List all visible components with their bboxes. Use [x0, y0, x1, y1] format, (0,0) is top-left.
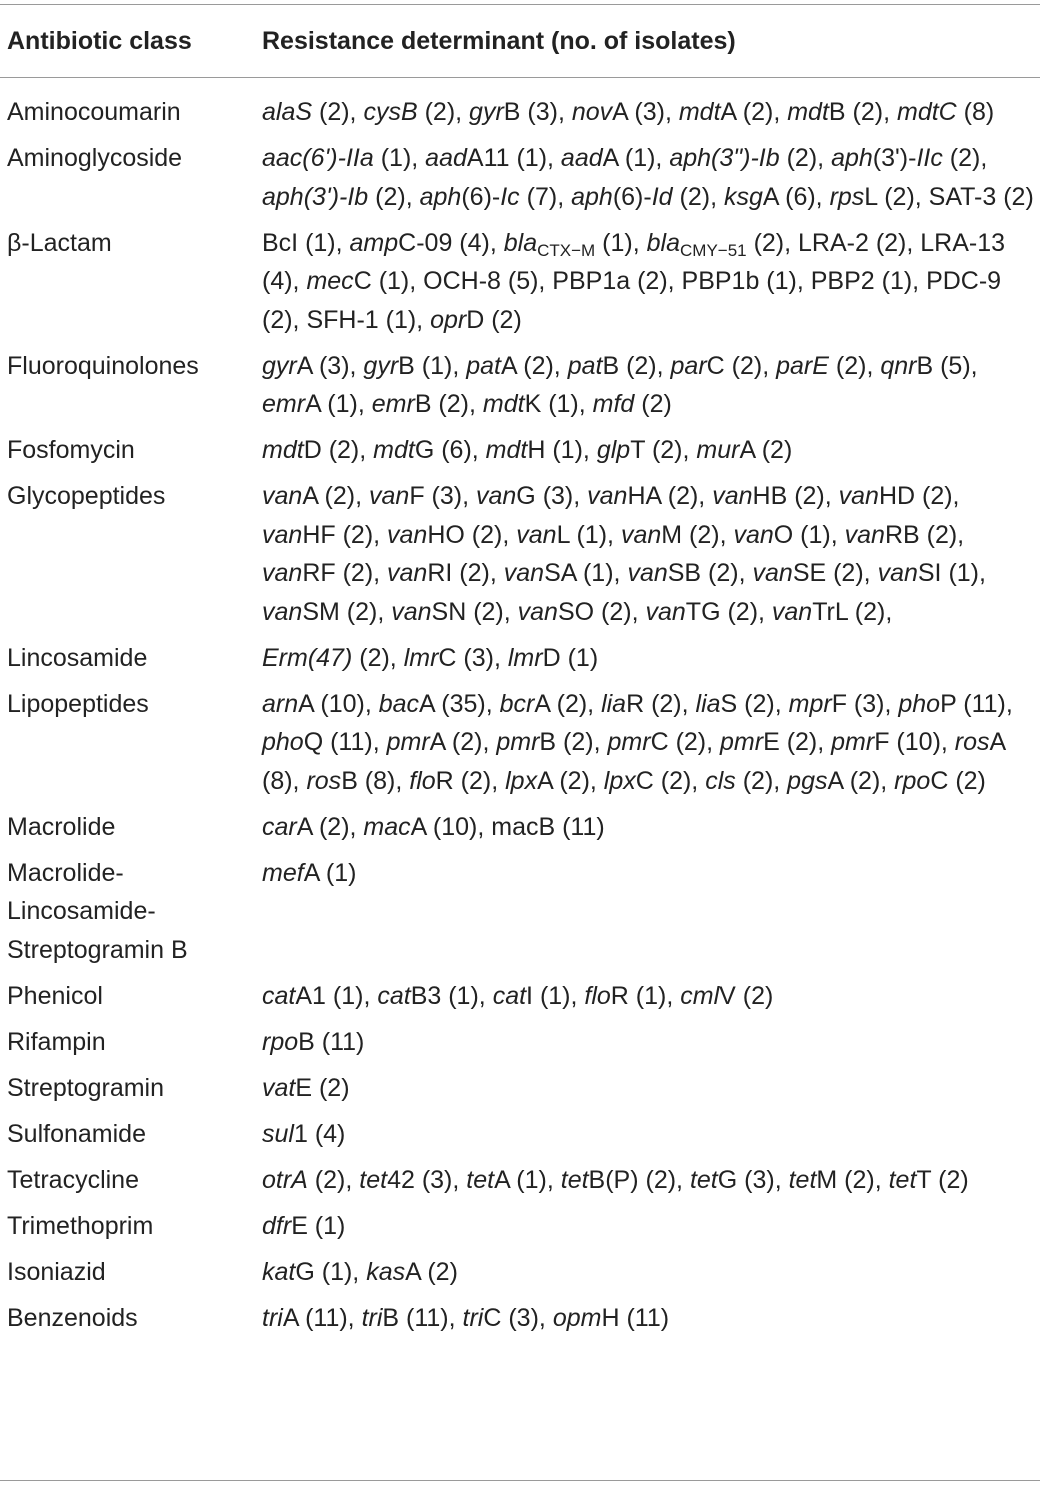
determinant-text: B(P) (2),	[588, 1165, 690, 1194]
resistance-determinant-cell	[262, 224, 1040, 340]
gene-name: lia	[695, 689, 721, 718]
determinant-text: F (3),	[409, 482, 476, 510]
antibiotic-class-cell: Tetracycline	[7, 1165, 139, 1194]
determinant-text: (2),	[352, 643, 404, 672]
determinant-text: D (2),	[303, 436, 374, 464]
gene-name: mdt	[787, 98, 829, 126]
gene-name: van	[475, 482, 517, 510]
table-row	[0, 808, 1040, 854]
gene-name: Ic	[500, 182, 520, 211]
gene-name: kat	[262, 1257, 296, 1286]
determinant-text: T (2),	[630, 436, 697, 464]
gene-name: pgs	[787, 766, 828, 795]
gene-subscript: CTX−M	[537, 240, 596, 260]
antibiotic-class-cell: Lincosamide	[7, 643, 148, 672]
gene-name: tet	[888, 1165, 917, 1194]
determinant-text: A (2),	[537, 766, 604, 795]
gene-name: tri	[462, 1303, 484, 1332]
gene-name: gyr	[469, 98, 504, 126]
resistance-determinant-cell	[262, 685, 1040, 801]
determinant-text: (2),	[672, 182, 724, 211]
resistance-determinant-cell	[262, 431, 1040, 470]
determinant-text: HD (2),	[878, 482, 960, 510]
determinant-text: HF (2),	[302, 520, 388, 549]
antibiotic-class-cell: Lipopeptides	[7, 689, 149, 718]
determinant-text: A (2),	[720, 98, 788, 126]
antibiotic-class-cell: Glycopeptides	[7, 482, 166, 510]
gene-name: pmr	[607, 728, 651, 756]
gene-name: tri	[361, 1303, 383, 1332]
determinant-text: (2)	[634, 390, 672, 418]
gene-name: aph	[419, 182, 462, 211]
gene-name: tet	[788, 1165, 817, 1194]
gene-name: bac	[378, 689, 420, 718]
resistance-determinant-cell	[262, 1023, 1040, 1062]
gene-name: Id	[651, 182, 673, 211]
determinant-text: A (3),	[612, 98, 679, 126]
determinant-text: B3 (1),	[410, 981, 493, 1010]
determinant-text: K (1),	[524, 390, 593, 418]
determinant-text: A (2),	[501, 351, 568, 380]
gene-name: pho	[262, 728, 304, 756]
antibiotic-class-cell: Macrolide- Lincosamide- Streptogramin B	[7, 858, 188, 964]
gene-name: van	[262, 482, 303, 510]
gene-name: nov	[571, 98, 613, 126]
determinant-text: V (2)	[719, 981, 774, 1010]
table-row	[0, 93, 1040, 139]
determinant-text: E (2)	[295, 1073, 350, 1102]
antibiotic-class-cell: Sulfonamide	[7, 1119, 146, 1148]
determinant-text: A (2),	[302, 482, 369, 510]
gene-name: cml	[680, 981, 720, 1010]
gene-name: van	[369, 482, 410, 510]
gene-name: ksg	[723, 182, 763, 211]
determinant-text: O (1),	[773, 520, 845, 549]
gene-name: emr	[262, 390, 306, 418]
gene-name: par	[670, 351, 707, 380]
header-antibiotic-class: Antibiotic class	[7, 27, 192, 55]
antibiotic-class-cell: Rifampin	[7, 1027, 106, 1056]
gene-name: mdt	[485, 436, 528, 464]
determinant-text: 42 (3),	[387, 1165, 467, 1194]
determinant-text: HA (2),	[627, 482, 713, 510]
gene-name: flo	[409, 766, 436, 795]
table-row	[0, 1161, 1040, 1207]
gene-name: aph(3")-Ib	[669, 144, 780, 172]
determinant-text: 1 (4)	[293, 1119, 346, 1148]
table-row	[0, 1023, 1040, 1069]
table-row	[0, 639, 1040, 685]
gene-name: tet	[689, 1165, 718, 1194]
determinant-text: C (1), OCH-8 (5), PBP1a (2), PBP1b (1), PBP2 (1), PDC-9 (2), SFH-1 (1),	[262, 267, 1002, 334]
table-row	[0, 1253, 1040, 1299]
table-row	[0, 1069, 1040, 1115]
determinant-text: P (11),	[940, 689, 1013, 718]
table-row	[0, 139, 1040, 224]
gene-name: van	[517, 597, 558, 626]
determinant-text: G (3),	[717, 1165, 789, 1194]
antibiotic-class-cell: Benzenoids	[7, 1303, 138, 1332]
table-row	[0, 1299, 1040, 1345]
determinant-text: B (2),	[539, 728, 608, 756]
determinant-text: A (35),	[419, 689, 500, 718]
gene-name: van	[844, 520, 885, 549]
gene-name: emr	[371, 390, 415, 418]
gene-name: mef	[262, 858, 304, 887]
antibiotic-class-cell: Streptogramin	[7, 1073, 165, 1102]
determinant-text: A (1),	[305, 390, 372, 418]
determinant-text: E (1)	[291, 1211, 346, 1240]
determinant-text: B (11),	[382, 1303, 463, 1332]
gene-name: van	[387, 559, 428, 587]
determinant-text: D (1)	[542, 643, 599, 672]
determinant-text: (8)	[956, 98, 995, 126]
determinant-text: T (2)	[916, 1165, 969, 1194]
gene-subscript: CMY−51	[680, 240, 747, 260]
header-rule	[0, 77, 1040, 78]
determinant-text: C (2),	[650, 728, 721, 756]
gene-name: mec	[306, 267, 354, 295]
resistance-determinant-cell	[262, 1207, 1040, 1246]
determinant-text: A (8),	[262, 728, 1005, 795]
table-row	[0, 224, 1040, 347]
determinant-text: SA (1),	[544, 559, 628, 587]
determinant-text: A (1),	[494, 1165, 561, 1194]
determinant-text: SO (2),	[557, 597, 646, 626]
determinant-text: (3')-	[872, 144, 917, 172]
antibiotic-class-cell: β-Lactam	[7, 228, 112, 257]
determinant-text: C-09 (4),	[398, 228, 504, 257]
antibiotic-class-cell: Fluoroquinolones	[7, 351, 199, 380]
determinant-text: BcI (1),	[262, 228, 350, 257]
determinant-text: RI (2),	[427, 559, 504, 587]
determinant-text: RB (2),	[884, 520, 965, 549]
table-row	[0, 477, 1040, 639]
gene-name: aph	[571, 182, 613, 211]
gene-name: aad	[425, 144, 467, 172]
determinant-text: R (2),	[435, 766, 506, 795]
determinant-text: R (1),	[610, 981, 681, 1010]
gene-name: gyr	[262, 351, 297, 380]
determinant-text: RF (2),	[302, 559, 388, 587]
gene-name: mdt	[482, 390, 525, 418]
determinant-text: B (2),	[828, 98, 897, 126]
gene-name: tet	[560, 1165, 589, 1194]
determinant-text: (2),	[779, 144, 832, 172]
gene-name: van	[262, 559, 303, 587]
table-row	[0, 431, 1040, 477]
gene-name: van	[503, 559, 545, 587]
gene-name: lmr	[403, 643, 439, 672]
gene-name: van	[733, 520, 774, 549]
table-row	[0, 1207, 1040, 1253]
gene-name: sul	[262, 1119, 294, 1148]
resistance-determinant-cell	[262, 93, 1040, 132]
determinant-text: (6)-	[461, 182, 501, 211]
determinant-text: C (2),	[706, 351, 777, 380]
determinant-text: E (2),	[763, 728, 832, 756]
bottom-rule	[0, 1480, 1040, 1481]
gene-name: aph	[831, 144, 873, 172]
resistance-determinant-cell	[262, 1299, 1040, 1338]
antibiotic-class-cell: Aminocoumarin	[7, 98, 181, 126]
determinant-text: (2),	[368, 182, 420, 211]
gene-name: qnr	[880, 351, 917, 380]
determinant-text: A (2),	[429, 728, 497, 756]
determinant-text: A (3),	[296, 351, 364, 380]
determinant-text: HO (2),	[427, 520, 517, 549]
determinant-text: A (1)	[303, 858, 357, 887]
determinant-text: (1),	[373, 144, 426, 172]
determinant-text: SI (1),	[917, 559, 986, 587]
header-resistance-determinant: Resistance determinant (no. of isolates)	[262, 27, 736, 55]
determinant-text: B (1),	[398, 351, 467, 380]
determinant-text: B (3),	[503, 98, 572, 126]
determinant-text: HB (2),	[752, 482, 839, 510]
gene-name: van	[391, 597, 432, 626]
determinant-text: (2),	[307, 1165, 360, 1194]
table-row	[0, 854, 1040, 977]
determinant-text: (7),	[519, 182, 572, 211]
determinant-text: S (2),	[720, 689, 789, 718]
gene-name: car	[262, 812, 297, 841]
antibiotic-class-cell: Phenicol	[7, 981, 103, 1010]
table-row	[0, 1115, 1040, 1161]
determinant-text: TrL (2),	[812, 597, 893, 626]
resistance-determinant-cell	[262, 1069, 1040, 1108]
determinant-text: F (10),	[874, 728, 955, 756]
determinant-text: A11 (1),	[466, 144, 561, 172]
determinant-text: A (2),	[827, 766, 895, 795]
determinant-text: B (5),	[916, 351, 978, 380]
determinant-text: G (3),	[516, 482, 588, 510]
gene-name: arn	[262, 689, 299, 718]
gene-name: rps	[829, 182, 865, 211]
gene-name: amp	[349, 228, 399, 257]
determinant-text: B (2),	[602, 351, 671, 380]
determinant-text: H (11)	[601, 1303, 670, 1332]
table-header	[0, 5, 1040, 77]
gene-name: van	[712, 482, 753, 510]
gene-name: tet	[466, 1165, 495, 1194]
gene-name: pmr	[386, 728, 430, 756]
gene-name: rpo	[262, 1027, 299, 1056]
antibiotic-class-cell: Aminoglycoside	[7, 144, 183, 172]
determinant-text: (2),	[417, 98, 470, 126]
gene-name: bla	[503, 228, 538, 257]
gene-name: van	[587, 482, 628, 510]
gene-name: flo	[584, 981, 611, 1010]
determinant-text: D (2)	[466, 305, 522, 334]
gene-name: van	[262, 520, 303, 549]
gene-name: cat	[377, 981, 411, 1010]
table-row	[0, 347, 1040, 432]
determinant-text: L (2), SAT-3 (2)	[864, 182, 1034, 211]
determinant-text: TG (2),	[685, 597, 772, 626]
gene-name: van	[516, 520, 557, 549]
determinant-text: A (10),	[298, 689, 379, 718]
gene-name: van	[645, 597, 686, 626]
determinant-text: A (11),	[282, 1303, 362, 1332]
determinant-text: C (3),	[483, 1303, 553, 1332]
gene-name: rpo	[894, 766, 931, 795]
determinant-text: I (1),	[526, 981, 585, 1010]
determinant-text: B (2),	[414, 390, 483, 418]
gene-name: glp	[596, 436, 631, 464]
determinant-text: H (1),	[527, 436, 597, 464]
determinant-text: G (6),	[414, 436, 486, 464]
determinant-text: A (6),	[762, 182, 830, 211]
determinant-text: G (1),	[295, 1257, 367, 1286]
resistance-determinant-cell	[262, 854, 1040, 970]
gene-name: van	[771, 597, 813, 626]
determinant-text: SN (2),	[431, 597, 518, 626]
determinant-text: (2),	[828, 351, 881, 380]
determinant-text: C (2),	[635, 766, 706, 795]
gene-name: ros	[954, 728, 990, 756]
determinant-text: R (2),	[626, 689, 696, 718]
gene-name: van	[387, 520, 428, 549]
gene-name: pho	[898, 689, 941, 718]
gene-name: van	[620, 520, 662, 549]
gene-name: mfd	[592, 390, 635, 418]
gene-name: pmr	[496, 728, 540, 756]
gene-name: mpr	[788, 689, 832, 718]
gene-name: ros	[306, 766, 342, 795]
determinant-text: SE (2),	[792, 559, 878, 587]
determinant-text: Q (11),	[303, 728, 387, 756]
determinant-text: A (2),	[534, 689, 602, 718]
gene-name: vat	[262, 1073, 296, 1102]
gene-name: lpx	[505, 766, 538, 795]
determinant-text: (2),	[735, 766, 788, 795]
resistance-determinant-cell	[262, 808, 1040, 847]
gene-name: van	[262, 597, 303, 626]
resistance-determinant-cell	[262, 347, 1040, 424]
gene-name: pmr	[720, 728, 764, 756]
determinant-text: A (2)	[739, 436, 793, 464]
table-body	[0, 93, 1040, 1345]
gene-name: cat	[492, 981, 527, 1010]
determinant-text: SB (2),	[667, 559, 753, 587]
gene-name: mdt	[678, 98, 721, 126]
gene-name: otrA	[262, 1165, 308, 1194]
gene-name: kas	[366, 1257, 406, 1286]
gene-name: cls	[705, 766, 736, 795]
gene-name: lia	[601, 689, 627, 718]
gene-name: IIc	[916, 144, 943, 172]
antibiotic-class-cell: Trimethoprim	[7, 1211, 154, 1240]
gene-name: opm	[552, 1303, 602, 1332]
determinant-text: A (1),	[602, 144, 670, 172]
resistance-determinant-cell	[262, 139, 1040, 216]
determinant-text: A (2)	[405, 1257, 458, 1286]
determinant-text: C (3),	[438, 643, 508, 672]
gene-name: lmr	[507, 643, 543, 672]
gene-name: aac(6')-IIa	[262, 144, 374, 172]
determinant-text: (2),	[942, 144, 988, 172]
determinant-text: M (2),	[661, 520, 734, 549]
resistance-determinant-cell	[262, 477, 1040, 631]
gene-name: aph(3')-Ib	[262, 182, 369, 211]
gene-name: van	[627, 559, 668, 587]
determinant-text: M (2),	[816, 1165, 889, 1194]
resistance-determinant-cell	[262, 1253, 1040, 1292]
gene-name: van	[752, 559, 793, 587]
gene-name: mac	[363, 812, 411, 841]
determinant-text: C (2)	[930, 766, 986, 795]
determinant-text: SM (2),	[302, 597, 392, 626]
determinant-text: B (8),	[341, 766, 410, 795]
gene-name: Erm(47)	[262, 643, 353, 672]
determinant-text: (1),	[595, 228, 647, 257]
determinant-text: (2), LRA-2 (2), LRA-13 (4),	[262, 228, 1006, 295]
determinant-text: L (1),	[556, 520, 621, 549]
gene-name: lpx	[603, 766, 636, 795]
gene-name: aad	[560, 144, 603, 172]
gene-name: mdt	[373, 436, 415, 464]
gene-name: tri	[262, 1303, 283, 1332]
determinant-text: A (10), macB (11)	[410, 812, 605, 841]
gene-name: pat	[567, 351, 603, 380]
gene-name: mdt	[262, 436, 304, 464]
determinant-text: F (3),	[831, 689, 899, 718]
resistance-determinant-cell	[262, 639, 1040, 678]
antibiotic-class-cell: Fosfomycin	[7, 436, 135, 464]
gene-name: opr	[430, 305, 467, 334]
resistance-determinant-cell	[262, 1115, 1040, 1154]
resistance-determinant-cell	[262, 1161, 1040, 1200]
gene-name: gyr	[363, 351, 399, 380]
gene-name: parE	[776, 351, 829, 380]
resistance-determinant-cell	[262, 977, 1040, 1016]
gene-name: van	[838, 482, 879, 510]
determinant-text: B (11)	[298, 1027, 365, 1056]
gene-name: bcr	[499, 689, 535, 718]
gene-name: alaS	[262, 98, 313, 126]
gene-name: pmr	[831, 728, 875, 756]
gene-name: cysB	[363, 98, 418, 126]
table-row	[0, 977, 1040, 1023]
determinant-text: A (2),	[296, 812, 364, 841]
determinant-text: (6)-	[612, 182, 652, 211]
determinant-text: (2),	[312, 98, 364, 126]
gene-name: tet	[359, 1165, 388, 1194]
gene-name: pat	[466, 351, 501, 380]
gene-name: mur	[696, 436, 740, 464]
gene-name: van	[877, 559, 918, 587]
gene-name: mdtC	[897, 98, 957, 126]
table-row	[0, 685, 1040, 808]
determinant-text: A1 (1),	[295, 981, 378, 1010]
antibiotic-class-cell: Isoniazid	[7, 1257, 106, 1286]
gene-name: dfr	[262, 1211, 292, 1240]
gene-name: cat	[262, 981, 296, 1010]
antibiotic-class-cell: Macrolide	[7, 812, 116, 841]
gene-name: bla	[646, 228, 680, 257]
